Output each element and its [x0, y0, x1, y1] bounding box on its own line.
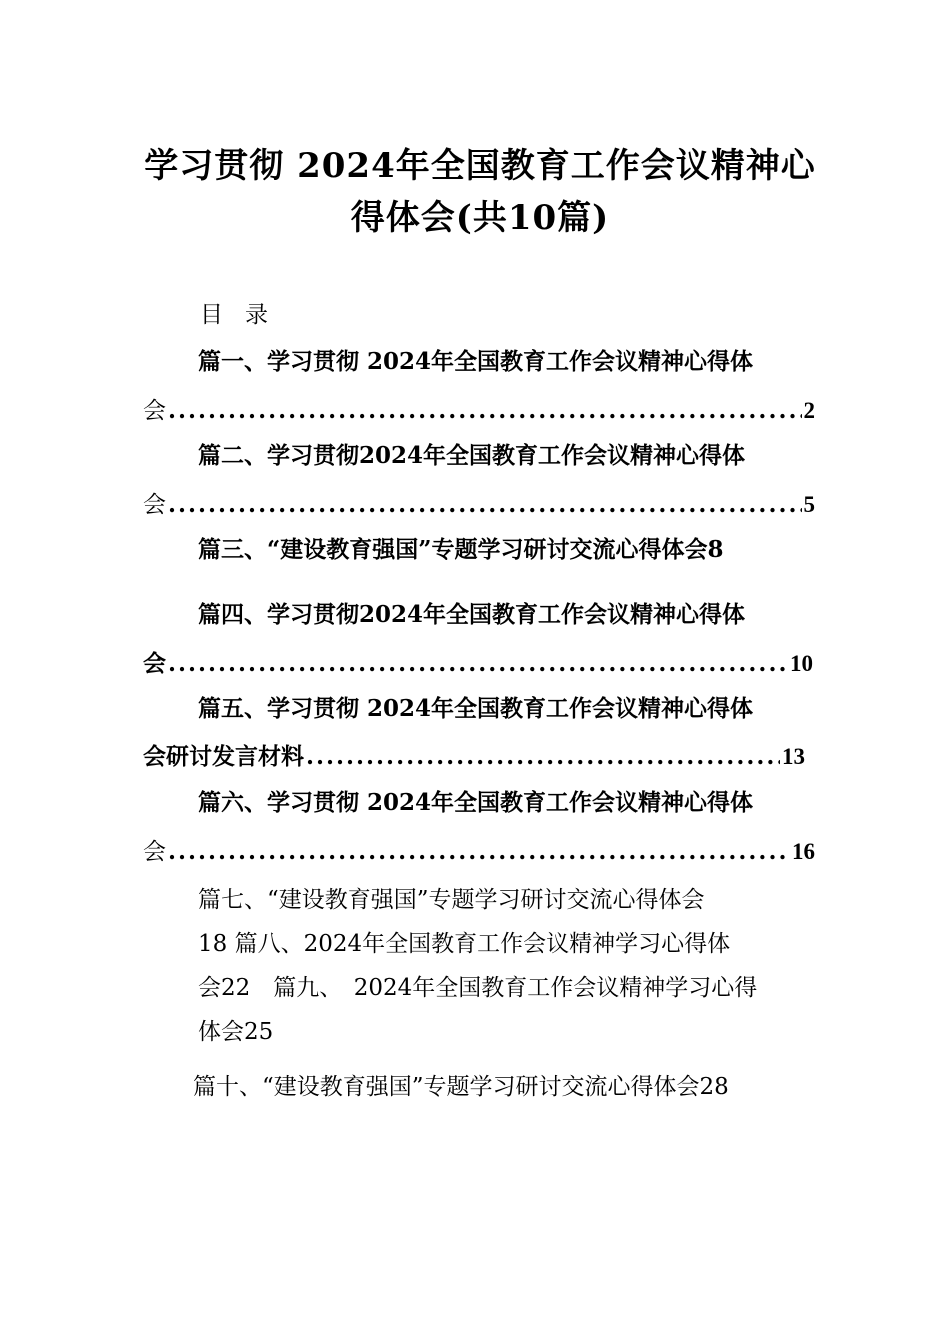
toc-entry-4-continuation[interactable]: [143, 649, 813, 679]
toc-entry-8[interactable]: 18 篇八、2024年全国教育工作会议精神学习心得体: [198, 931, 731, 957]
toc-entry-2-continuation[interactable]: [143, 490, 815, 520]
toc-entry-10[interactable]: 篇十、“建设教育强国”专题学习研讨交流心得体会28: [193, 1074, 729, 1100]
toc-entry-6-page: 16: [792, 839, 815, 864]
dot-leader: [168, 649, 788, 679]
toc-entry-6-tail: 会: [143, 839, 166, 865]
toc-entry-2-tail: 会: [143, 492, 166, 518]
toc-heading: 目录: [200, 302, 290, 328]
toc-entry-4-page: 10: [790, 651, 813, 676]
toc-entry-5-tail: 会研讨发言材料: [143, 743, 304, 770]
toc-entry-4-title[interactable]: 篇四、学习贯彻2024年全国教育工作会议精神心得体: [198, 601, 746, 628]
toc-entry-1-title[interactable]: 篇一、学习贯彻 2024年全国教育工作会议精神心得体: [198, 348, 754, 375]
toc-entry-3-title[interactable]: 篇三、“建设教育强国”专题学习研讨交流心得体会8: [198, 536, 724, 563]
document-title-line-1: 学习贯彻 2024年全国教育工作会议精神心: [144, 146, 816, 186]
toc-entry-9[interactable]: 会22 篇九、 2024年全国教育工作会议精神学习心得: [198, 975, 758, 1001]
dot-leader: [168, 837, 790, 867]
toc-entry-2-page: 5: [803, 492, 815, 517]
toc-entry-5-title[interactable]: 篇五、学习贯彻 2024年全国教育工作会议精神心得体: [198, 695, 754, 722]
toc-entry-1-tail: 会: [143, 398, 166, 424]
toc-entry-7[interactable]: 篇七、“建设教育强国”专题学习研讨交流心得体会: [198, 887, 705, 913]
toc-entry-6-title[interactable]: 篇六、学习贯彻 2024年全国教育工作会议精神心得体: [198, 789, 754, 816]
toc-entry-4-tail: 会: [143, 650, 166, 677]
document-title-line-2: 得体会(共10篇): [350, 198, 610, 238]
toc-entry-5-page: 13: [782, 744, 805, 769]
toc-entry-9-continuation[interactable]: 体会25: [198, 1019, 274, 1045]
dot-leader: [168, 490, 802, 520]
dot-leader: [168, 396, 802, 426]
toc-entry-5-continuation[interactable]: [143, 742, 805, 772]
toc-entry-6-continuation[interactable]: [143, 837, 815, 867]
toc-entry-1-page: 2: [803, 398, 815, 423]
toc-entry-2-title[interactable]: 篇二、学习贯彻2024年全国教育工作会议精神心得体: [198, 442, 746, 469]
dot-leader: [306, 742, 780, 772]
toc-entry-1-continuation[interactable]: [143, 396, 815, 426]
